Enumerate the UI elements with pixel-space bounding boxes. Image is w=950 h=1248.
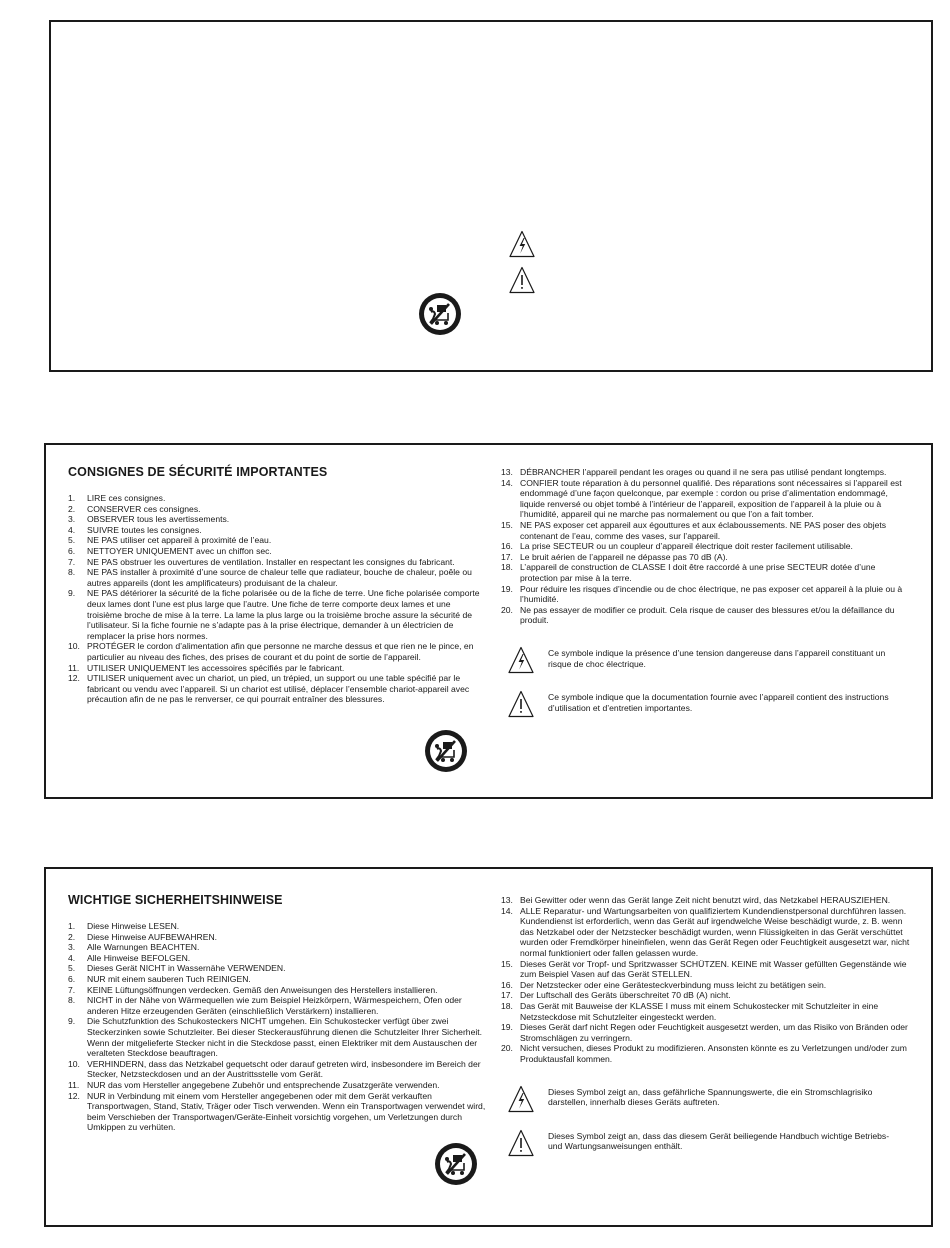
list-item-text: UTILISER UNIQUEMENT les accessoires spécifiés par le fabricant. — [87, 662, 345, 673]
list-item — [501, 584, 913, 605]
list-item-text: Die Schutzfunktion des Schukosteckers NICHT umgehen. Ein Schukostecker verfügt über zwei Steckerzinken sowie Schutzleiter. Bei dieser Steckerausführung dienen die Schutzleiter Ihrer Sicherheit. Wenn der mitgelieferte Stecker nicht in die Steckdose passt, einen Elektriker mit dem Austauschen der veralteten Steckdose beauftragen. — [87, 1016, 483, 1059]
list-item — [501, 1001, 913, 1022]
list-item — [68, 514, 486, 525]
list-item-number: 3. — [68, 942, 76, 953]
list-item-number: 16. — [501, 541, 513, 552]
list-item-text: Diese Hinweise LESEN. — [87, 921, 180, 931]
list-item — [68, 974, 486, 985]
cart-warning-icon — [424, 729, 468, 773]
list-item — [501, 552, 913, 563]
list-item — [68, 493, 486, 504]
lightning-triangle-icon — [508, 646, 534, 674]
list-item — [68, 525, 486, 536]
french-left-column — [68, 465, 486, 705]
french-shock-symbol-row — [501, 646, 913, 690]
list-item — [501, 562, 913, 583]
french-right-column — [501, 467, 913, 730]
list-item-text: Nicht versuchen, dieses Produkt zu modifizieren. Ansonsten könnte es zu Verletzungen und/oder zum Produktausfall kommen. — [520, 1043, 907, 1064]
list-item — [501, 541, 913, 552]
list-item-number: 14. — [501, 477, 513, 488]
lightning-triangle-icon — [508, 1085, 534, 1113]
list-item-text: Alle Warnungen BEACHTEN. — [87, 942, 200, 953]
list-item-text: Ne pas essayer de modifier ce produit. Cela risque de causer des blessures et/ou la défaillance du produit. — [520, 604, 895, 626]
list-item — [501, 1022, 913, 1043]
list-item-number: 2. — [68, 503, 76, 514]
list-item — [501, 467, 913, 478]
list-item-number: 9. — [68, 588, 76, 599]
list-item-number: 20. — [501, 1043, 513, 1054]
list-item — [68, 535, 486, 546]
list-item — [68, 641, 486, 662]
list-item-text: NICHT in der Nähe von Wärmequellen wie zum Beispiel Heizkörpern, Wärmespeichern, Öfen oder anderen Hitze erzeugenden Geräten (einschließlich Verstärkern) installieren. — [87, 995, 462, 1016]
french-shock-symbol-text: Ce symbole indique la présence d’une tension dangereuse dans l’appareil constituant un risque de choc électrique. — [548, 647, 886, 669]
list-item-text: NE PAS utiliser cet appareil à proximité de l’eau. — [87, 535, 272, 546]
list-item — [68, 504, 486, 515]
list-item — [68, 942, 486, 953]
german-list-right — [501, 895, 913, 1065]
list-item-number: 19. — [501, 1022, 513, 1033]
list-item — [68, 546, 486, 557]
list-item-text: DÉBRANCHER l’appareil pendant les orages ou quand il ne sera pas utilisé pendant longtemps. — [520, 467, 887, 477]
list-item-text: LIRE ces consignes. — [87, 493, 166, 503]
list-item-number: 19. — [501, 583, 513, 594]
list-item-text: NUR in Verbindung mit einem vom Hersteller angegebenen oder mit dem Gerät verkauften Transportwagen, Stand, Stativ, Träger oder Tisch verwenden. Wenn ein Transportwagen verwendet wird, beim Verschieben der Transportwagen/Geräte-Einheit vorsichtig vorgehen, um Verletzungen durch Umkippen zu verhüten. — [87, 1090, 486, 1133]
list-item-number: 5. — [68, 535, 76, 546]
list-item-number: 2. — [68, 931, 76, 942]
list-item — [68, 567, 486, 588]
list-item — [501, 959, 913, 980]
list-item-number: 12. — [68, 673, 80, 684]
german-list-left — [68, 921, 486, 1133]
french-title: CONSIGNES DE SÉCURITÉ IMPORTANTES — [68, 465, 328, 479]
list-item — [501, 1043, 913, 1064]
list-item-number: 7. — [68, 984, 76, 995]
list-item-number: 1. — [68, 493, 76, 503]
exclamation-triangle-icon — [508, 690, 534, 718]
list-item — [68, 588, 486, 641]
list-item — [68, 1080, 486, 1091]
list-item-number: 6. — [68, 973, 76, 984]
french-caution-symbol-text: Ce symbole indique que la documentation fournie avec l’appareil contient des instructions d’utilisation et d’entretien importantes. — [548, 691, 889, 713]
german-left-column — [68, 893, 486, 1133]
list-item — [68, 663, 486, 674]
list-item-number: 16. — [501, 979, 513, 990]
german-safety-box — [44, 867, 933, 1227]
list-item-text: Der Netzstecker oder eine Gerätesteckverbindung muss leicht zu betätigen sein. — [520, 979, 827, 990]
list-item-number: 10. — [68, 1058, 80, 1069]
german-shock-symbol-row — [501, 1085, 913, 1129]
list-item-text: Diese Hinweise AUFBEWAHREN. — [87, 931, 218, 942]
list-item — [501, 980, 913, 991]
lightning-triangle-icon — [509, 230, 535, 258]
list-item — [68, 932, 486, 943]
list-item-number: 20. — [501, 604, 513, 615]
list-item — [501, 906, 913, 959]
german-caution-symbol-text: Dieses Symbol zeigt an, dass das diesem Gerät beiliegende Handbuch wichtige Betriebs- und Wartungsanweisungen enthält. — [548, 1130, 890, 1152]
list-item — [68, 985, 486, 996]
list-item-number: 6. — [68, 545, 76, 556]
list-item-text: Dieses Gerät NICHT in Wassernähe VERWENDEN. — [87, 963, 286, 974]
list-item-text: PROTÉGER le cordon d’alimentation afin que personne ne marche dessus et que rien ne le pince, en particulier au niveau des fiches, des prises de courant et du point de sortie de l’appareil. — [87, 641, 474, 662]
list-item-number: 18. — [501, 562, 513, 573]
list-item-text: NE PAS obstruer les ouvertures de ventilation. Installer en respectant les consignes du fabricant. — [87, 556, 455, 567]
list-item-text: NE PAS installer à proximité d’une source de chaleur telle que radiateur, bouche de chaleur, poêle ou autres appareils (dont les amplificateurs) produisant de la chaleur. — [87, 567, 472, 588]
cart-warning-icon — [434, 1142, 478, 1186]
list-item-text: CONSERVER ces consignes. — [87, 503, 201, 514]
list-item-number: 15. — [501, 519, 513, 530]
list-item — [501, 605, 913, 626]
list-item-text: Bei Gewitter oder wenn das Gerät lange Zeit nicht benutzt wird, das Netzkabel HERAUSZIEHEN. — [520, 895, 891, 905]
english-safety-box — [49, 20, 933, 372]
list-item-text: NETTOYER UNIQUEMENT avec un chiffon sec. — [87, 545, 272, 556]
list-item-number: 1. — [68, 921, 76, 931]
list-item-number: 4. — [68, 524, 76, 535]
list-item-text: Pour réduire les risques d’incendie ou de choc électrique, ne pas exposer cet appareil à la pluie ou à l’humidité. — [520, 583, 903, 605]
list-item-text: NUR mit einem sauberen Tuch REINIGEN. — [87, 973, 251, 984]
list-item-text: ALLE Reparatur- und Wartungsarbeiten von qualifiziertem Kundendienstpersonal durchführen lassen. Kundendienst ist erforderlich, wenn das Gerät auf irgendwelche Weise beschädigt wurde, z. B. wenn das Netzkabel oder der Netzstecker beschädigt wurden, wenn Flüssigkeiten in das Gerät verschüttet wurden oder Fremdkörper hineinfielen, wenn das Gerät Regen oder Feuchtigkeit ausgesetzt war, nicht normal funktioniert oder fallen gelassen wurde. — [520, 905, 910, 958]
list-item-number: 18. — [501, 1000, 513, 1011]
list-item-number: 17. — [501, 551, 513, 562]
list-item — [68, 1091, 486, 1133]
list-item — [68, 557, 486, 568]
list-item-text: Der Luftschall des Geräts überschreitet 70 dB (A) nicht. — [520, 990, 731, 1001]
list-item — [68, 921, 486, 932]
list-item-text: La prise SECTEUR ou un coupleur d’appareil électrique doit rester facilement utilisable. — [520, 541, 853, 552]
french-list-right — [501, 467, 913, 626]
list-item-text: KEINE Lüftungsöffnungen verdecken. Gemäß den Anweisungen des Herstellers installieren. — [87, 984, 438, 995]
list-item — [68, 1016, 486, 1058]
list-item-number: 17. — [501, 990, 513, 1001]
list-item — [68, 673, 486, 705]
french-caution-symbol-row — [501, 690, 913, 730]
list-item-number: 14. — [501, 905, 513, 916]
list-item — [68, 953, 486, 964]
list-item — [501, 478, 913, 520]
list-item-text: Dieses Gerät darf nicht Regen oder Feuchtigkeit ausgesetzt werden, um das Risiko von Bränden oder Stromschlägen zu verringern. — [520, 1022, 908, 1043]
list-item — [68, 995, 486, 1016]
list-item-text: Das Gerät mit Bauweise der KLASSE I muss mit einem Schukostecker mit Schutzleiter in eine Netzsteckdose mit Schutzleiter eingesteckt werden. — [520, 1000, 879, 1022]
list-item — [501, 990, 913, 1001]
list-item-number: 13. — [501, 467, 513, 477]
list-item-number: 8. — [68, 995, 76, 1006]
list-item-number: 4. — [68, 952, 76, 963]
list-item-number: 12. — [68, 1090, 80, 1101]
list-item-text: NE PAS détériorer la sécurité de la fiche polarisée ou de la fiche de terre. Une fiche polarisée comporte deux lames dont l’une est plus large que l’autre. Une fiche de terre comporte deux lames et une troisième broche de mise à la terre. La lame la plus large ou la troisième broche assure la sécurité de l’utilisateur. Si la fiche fournie ne s’adapte pas à la prise électrique, demander à un électricien de remplacer la prise hors normes. — [87, 588, 480, 641]
list-item — [501, 895, 913, 906]
list-item-text: SUIVRE toutes les consignes. — [87, 524, 202, 535]
list-item-number: 15. — [501, 958, 513, 969]
list-item-text: Alle Hinweise BEFOLGEN. — [87, 952, 191, 963]
list-item-text: NE PAS exposer cet appareil aux égouttures et aux éclaboussements. NE PAS poser des objets contenant de l’eau, comme des vases, sur l’appareil. — [520, 519, 887, 541]
list-item — [501, 520, 913, 541]
list-item-text: Le bruit aérien de l’appareil ne dépasse pas 70 dB (A). — [520, 551, 728, 562]
list-item-number: 3. — [68, 514, 76, 525]
list-item — [68, 1059, 486, 1080]
list-item-text: CONFIER toute réparation à du personnel qualifié. Des réparations sont nécessaires si l’appareil est endommagé d’une façon quelconque, par exemple : cordon ou prise d’alimentation endommagé, liquide renversé ou objet tombé à l’intérieur de l’appareil, exposition de l’appareil à la pluie ou à l’humidité, appareil qui ne marche pas normalement ou que l’on a fait tomber. — [520, 477, 902, 520]
cart-warning-icon — [418, 292, 462, 336]
list-item-text: OBSERVER tous les avertissements. — [87, 514, 230, 525]
list-item-number: 5. — [68, 963, 76, 974]
list-item-number: 8. — [68, 567, 76, 578]
french-safety-box — [44, 443, 933, 799]
list-item-text: NUR das vom Hersteller angegebene Zubehör und entsprechende Zusatzgeräte verwenden. — [87, 1079, 440, 1090]
list-item-text: VERHINDERN, dass das Netzkabel gequetscht oder darauf getreten wird, insbesondere im Bereich der Stecker, Netzsteckdosen und an der Austrittsstelle vom Gerät. — [87, 1058, 481, 1080]
exclamation-triangle-icon — [509, 266, 535, 294]
list-item-number: 10. — [68, 641, 80, 652]
list-item-text: Dieses Gerät vor Tropf- und Spritzwasser SCHÜTZEN. KEINE mit Wasser gefüllten Gegenstände wie zum Beispiel Vasen auf das Gerät STELLEN. — [520, 958, 907, 980]
french-list-left — [68, 493, 486, 705]
list-item-number: 11. — [68, 662, 80, 673]
exclamation-triangle-icon — [508, 1129, 534, 1157]
list-item-text: UTILISER uniquement avec un chariot, un pied, un trépied, un support ou une table spécifié par le fabricant ou vendu avec l’appareil. Si un chariot est utilisé, déplacer l’ensemble chariot-appareil avec précaution afin de ne pas le renverser, ce qui pourrait entraîner des blessures. — [87, 673, 470, 705]
german-title: WICHTIGE SICHERHEITSHINWEISE — [68, 893, 283, 907]
german-right-column — [501, 895, 913, 1169]
list-item-number: 7. — [68, 556, 76, 567]
list-item — [68, 963, 486, 974]
list-item-number: 11. — [68, 1079, 80, 1090]
german-caution-symbol-row — [501, 1129, 913, 1169]
german-shock-symbol-text: Dieses Symbol zeigt an, dass gefährliche Spannungswerte, die ein Stromschlagrisiko darstellen, innerhalb dieses Geräts auftreten. — [548, 1086, 873, 1108]
list-item-number: 9. — [68, 1016, 76, 1027]
list-item-number: 13. — [501, 895, 513, 905]
list-item-text: L’appareil de construction de CLASSE I doit être raccordé à une prise SECTEUR dotée d’une protection par mise à la terre. — [520, 562, 876, 583]
